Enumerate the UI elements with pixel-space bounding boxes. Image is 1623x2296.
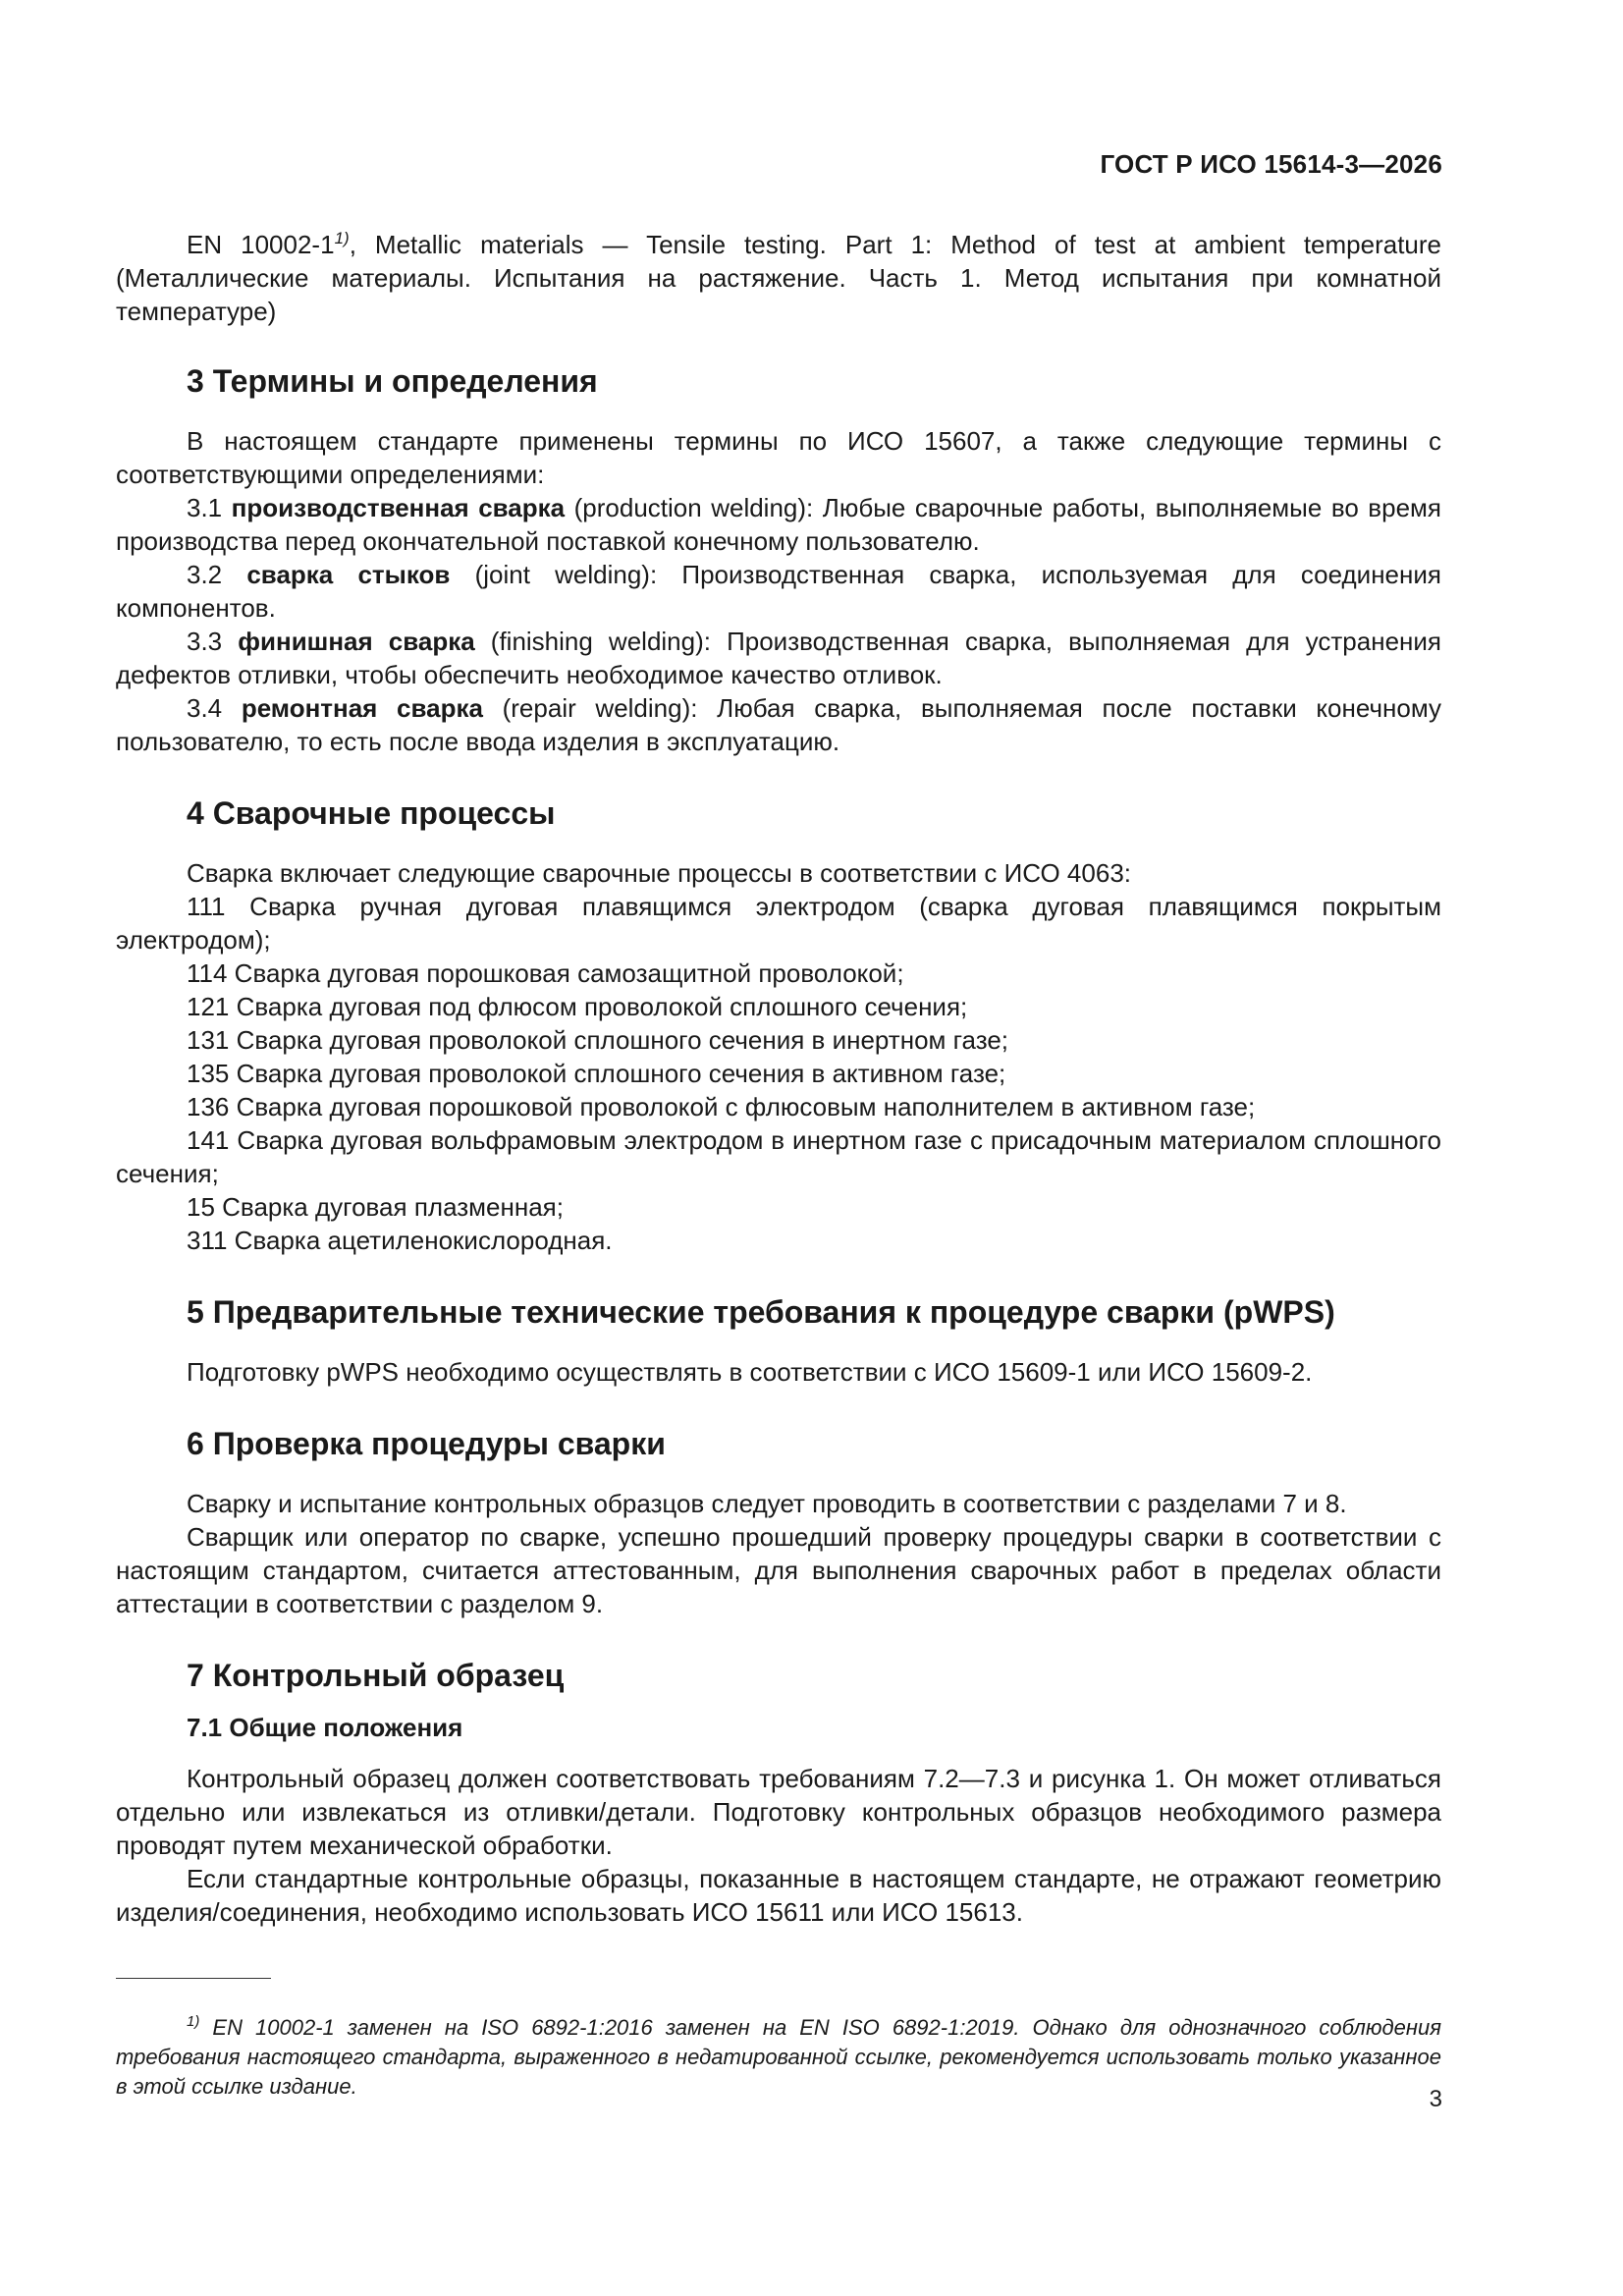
term-number: 3.1 [187, 493, 232, 522]
reference-text: , Metallic materials — Tensile testing. Part 1: Method of test at ambient temperature (Металлические материалы. Испытания на растяжение. Часть 1. Метод испытания при комнатной температуре) [116, 230, 1441, 326]
term-number: 3.3 [187, 627, 239, 656]
process-item: 114 Сварка дуговая порошковая самозащитной проволокой; [187, 958, 904, 988]
section-4-heading: 4 Сварочные процессы [187, 795, 556, 831]
process-item: 135 Сварка дуговая проволокой сплошного сечения в активном газе; [187, 1059, 1006, 1088]
term-3-4 [116, 691, 1441, 758]
term-name: сварка стыков [246, 560, 451, 589]
page-number: 3 [1429, 2086, 1442, 2112]
section-5-heading: 5 Предварительные технические требования к процедуре сварки (pWPS) [187, 1294, 1335, 1330]
section-4-intro: Сварка включает следующие сварочные процессы в соответствии с ИСО 4063: [187, 858, 1131, 888]
term-3-1 [116, 491, 1441, 558]
section-6-paragraph-2: Сварщик или оператор по сварке, успешно прошедший проверку процедуры сварки в соответствии с настоящим стандартом, считается аттестованным, для выполнения сварочных работ в пределах области аттестации в соответствии с разделом 9. [116, 1522, 1441, 1618]
section-7-paragraph-1: Контрольный образец должен соответствовать требованиям 7.2—7.3 и рисунка 1. Он может отливаться отдельно или извлекаться из отливки/детали. Подготовку контрольных образцов необходимого размера проводят путем механической обработки. [116, 1764, 1441, 1860]
process-item: 311 Сварка ацетиленокислородная. [187, 1226, 613, 1255]
footnote-marker: 1) [334, 229, 350, 247]
term-definition: (finishing welding): Производственная сварка, выполняемая для устранения дефектов отливки, чтобы обеспечить необходимое качество отливок. [116, 627, 1441, 689]
section-7-heading: 7 Контрольный образец [187, 1658, 565, 1693]
term-name: производственная сварка [231, 493, 566, 522]
term-definition: (repair welding): Любая сварка, выполняемая после поставки конечному пользователю, то есть после ввода изделия в эксплуатацию. [116, 693, 1442, 756]
process-item: 111 Сварка ручная дуговая плавящимся электродом (сварка дуговая плавящимся покрытым электродом); [116, 892, 1441, 955]
process-item: 141 Сварка дуговая вольфрамовым электродом в инертном газе с присадочным материалом сплошного сечения; [116, 1125, 1441, 1188]
footnote-separator [116, 1978, 271, 1979]
main-content [116, 222, 1441, 1929]
term-3-2 [116, 558, 1441, 625]
term-3-3 [116, 625, 1441, 691]
document-header: ГОСТ Р ИСО 15614-3—2026 [1100, 149, 1442, 179]
process-item: 131 Сварка дуговая проволокой сплошного сечения в инертном газе; [187, 1025, 1009, 1055]
section-3-intro: В настоящем стандарте применены термины по ИСО 15607, а также следующие термины с соответствующими определениями: [116, 426, 1441, 489]
term-number: 3.2 [187, 560, 247, 589]
term-definition: (joint welding): Производственная сварка, используемая для соединения компонентов. [116, 560, 1441, 623]
reference-entry [116, 222, 1441, 328]
section-3-heading: 3 Термины и определения [187, 363, 598, 399]
section-6-heading: 6 Проверка процедуры сварки [187, 1426, 666, 1461]
term-definition: (production welding): Любые сварочные работы, выполняемые во время производства перед окончательной поставкой конечному пользователю. [116, 493, 1441, 556]
section-5-text: Подготовку pWPS необходимо осуществлять в соответствии с ИСО 15609-1 или ИСО 15609-2. [187, 1357, 1313, 1387]
footnote-number: 1) [187, 2013, 200, 2030]
process-item: 15 Сварка дуговая плазменная; [187, 1192, 564, 1222]
term-name: финишная сварка [238, 627, 475, 656]
footnote-text: EN 10002-1 заменен на ISO 6892-1:2016 заменен на EN ISO 6892-1:2019. Однако для однозначного соблюдения требования настоящего стандарта, выраженного в недатированной ссылке, рекомендуется использовать только указанное в этой ссылке издание. [116, 2015, 1441, 2099]
footnote [116, 2007, 1441, 2102]
process-item: 136 Сварка дуговая порошковой проволокой с флюсовым наполнителем в активном газе; [187, 1092, 1256, 1121]
term-number: 3.4 [187, 693, 242, 723]
reference-code: EN 10002-1 [187, 230, 335, 259]
term-name: ремонтная сварка [241, 693, 483, 723]
subsection-7-1-heading: 7.1 Общие положения [187, 1713, 463, 1742]
section-6-paragraph-1: Сварку и испытание контрольных образцов следует проводить в соответствии с разделами 7 и 8. [187, 1489, 1347, 1518]
section-7-paragraph-2: Если стандартные контрольные образцы, показанные в настоящем стандарте, не отражают геометрию изделия/соединения, необходимо использовать ИСО 15611 или ИСО 15613. [116, 1864, 1441, 1927]
process-item: 121 Сварка дуговая под флюсом проволокой сплошного сечения; [187, 992, 968, 1021]
